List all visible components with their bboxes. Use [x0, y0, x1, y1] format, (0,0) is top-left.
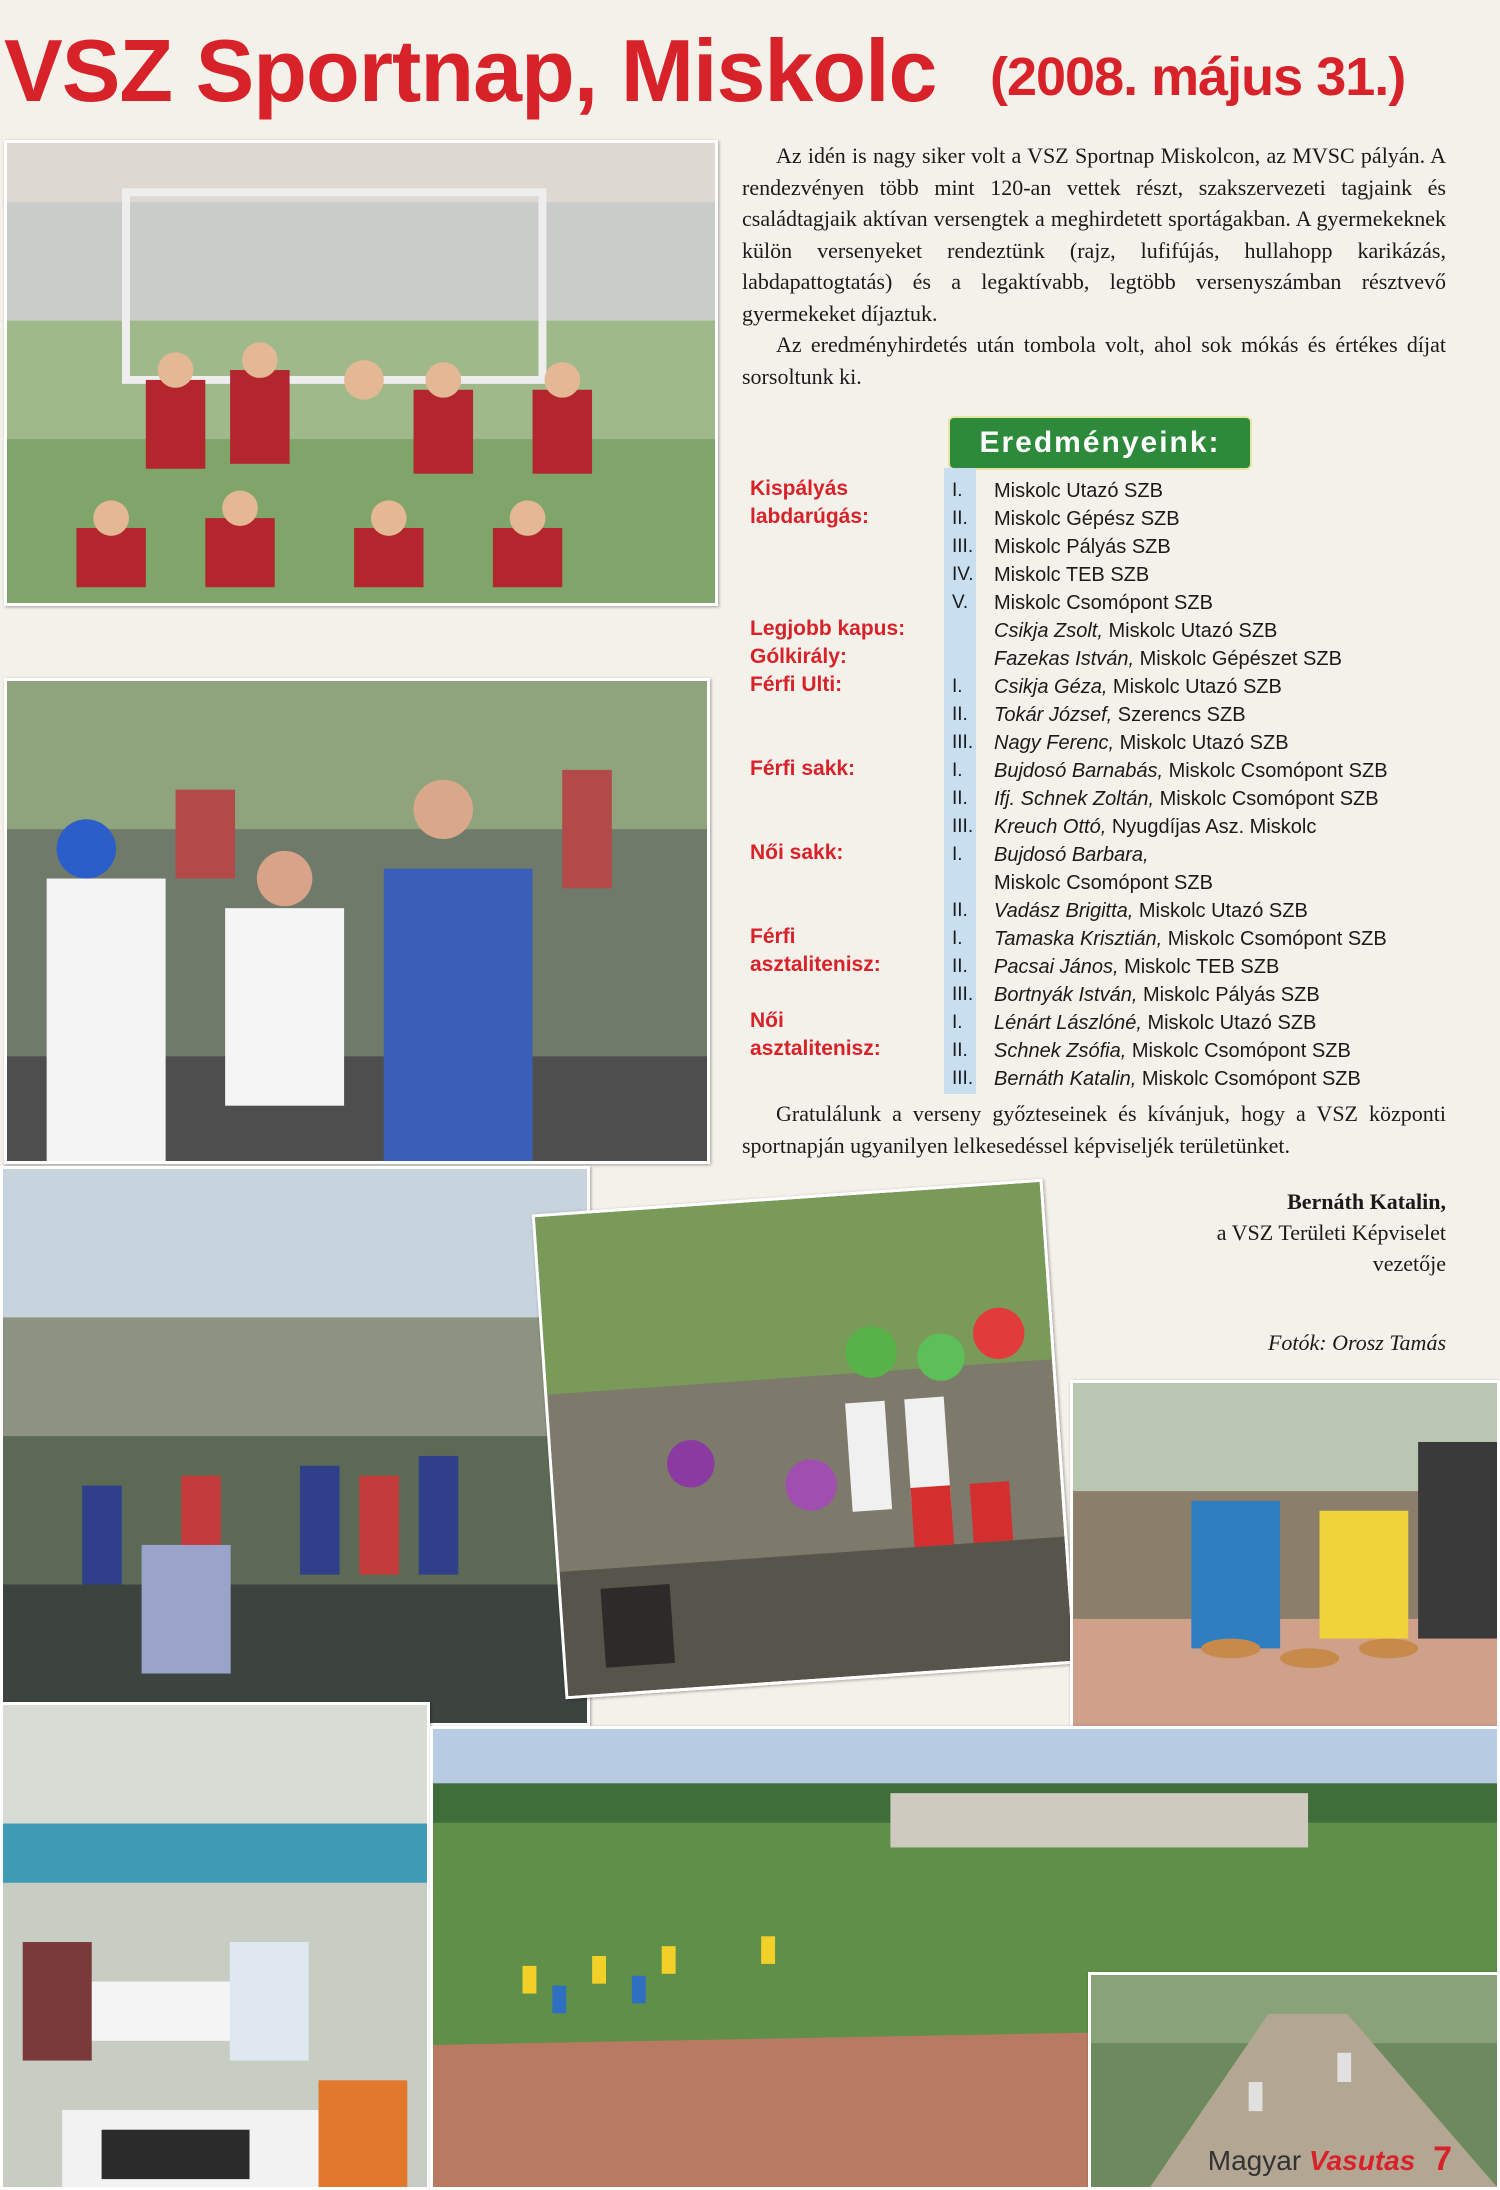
result-row: [740, 534, 1460, 562]
photo-food-table: [1070, 1380, 1500, 1732]
result-entry: [994, 816, 1316, 839]
result-row: [740, 590, 1460, 618]
result-entry: [994, 564, 1149, 587]
result-entry: [994, 984, 1320, 1007]
result-category: Férfi: [750, 925, 796, 948]
result-org: Miskolc Gépészet SZB: [1134, 648, 1342, 670]
result-rank: III.: [952, 816, 974, 837]
result-row: [740, 506, 1460, 534]
result-rank: II.: [952, 900, 968, 921]
result-entry: [994, 788, 1379, 811]
result-rank: III.: [952, 536, 974, 557]
result-person: Bujdosó Barbara,: [994, 844, 1149, 866]
result-category: Kispályás: [750, 477, 849, 500]
result-org: Miskolc Utazó SZB: [1102, 620, 1278, 642]
result-entry: [994, 480, 1163, 503]
result-rank: I.: [952, 676, 963, 697]
result-rank: II.: [952, 1040, 968, 1061]
result-row: [740, 1038, 1460, 1066]
result-rank: II.: [952, 508, 968, 529]
page-title: [0, 20, 1500, 130]
result-person: Lénárt Lászlóné,: [994, 1012, 1142, 1034]
photo-credit: Fotók: Orosz Tamás: [1267, 1330, 1446, 1355]
result-row: [740, 1010, 1460, 1038]
magazine-name: Magyar: [1207, 2145, 1302, 2176]
result-rank: I.: [952, 1012, 963, 1033]
result-category: Gólkirály:: [750, 645, 847, 668]
result-category: labdarúgás:: [750, 505, 870, 528]
result-person: Tamaska Krisztián,: [994, 928, 1163, 950]
result-org: Nyugdíjas Asz. Miskolc: [1106, 816, 1317, 838]
signature-name: Bernáth Katalin,: [1287, 1189, 1446, 1214]
result-rank: IV.: [952, 564, 974, 585]
page-footer: [1208, 2140, 1452, 2179]
result-org: Miskolc Pályás SZB: [1137, 984, 1320, 1006]
photo-crowd: [0, 1166, 590, 1726]
result-person: Vadász Brigitta,: [994, 900, 1134, 922]
result-org: Miskolc Csomópont SZB: [1136, 1068, 1361, 1090]
result-row: [740, 954, 1460, 982]
result-org: Miskolc Csomópont SZB: [994, 592, 1213, 614]
result-entry: [994, 620, 1277, 643]
result-row: [740, 478, 1460, 506]
result-org: Miskolc Csomópont SZB: [1162, 928, 1387, 950]
result-row: [740, 730, 1460, 758]
result-entry: [994, 760, 1388, 783]
result-entry: [994, 508, 1180, 531]
result-row: [740, 646, 1460, 674]
result-entry: [994, 872, 1213, 895]
result-person: Ifj. Schnek Zoltán,: [994, 788, 1155, 810]
result-row: [740, 618, 1460, 646]
result-org: Miskolc Utazó SZB: [1114, 732, 1289, 754]
result-row: [740, 674, 1460, 702]
result-person: Schnek Zsófia,: [994, 1040, 1127, 1062]
result-person: Fazekas István,: [994, 648, 1135, 670]
result-category: asztalitenisz:: [750, 953, 881, 976]
headline: VSZ Sportnap, Miskolc: [4, 21, 937, 120]
result-rank: III.: [952, 984, 974, 1005]
result-entry: [994, 592, 1213, 615]
photo-balloon-contest: [532, 1179, 1077, 1700]
photo-football-team: [4, 140, 718, 606]
result-rank: III.: [952, 1068, 974, 1089]
result-row: [740, 786, 1460, 814]
result-row: [740, 926, 1460, 954]
result-rank: II.: [952, 704, 968, 725]
photo-chess: [0, 1702, 430, 2190]
result-org: Miskolc Csomópont SZB: [1163, 760, 1388, 782]
result-row: [740, 702, 1460, 730]
page-number: 7: [1433, 2140, 1452, 2178]
result-person: Csikja Zsolt,: [994, 620, 1103, 642]
result-org: Miskolc Csomópont SZB: [1154, 788, 1379, 810]
result-org: Miskolc Csomópont SZB: [1126, 1040, 1351, 1062]
signature: [1217, 1186, 1446, 1279]
result-entry: [994, 900, 1308, 923]
result-org: Szerencs SZB: [1112, 704, 1246, 726]
result-person: Tokár József,: [994, 704, 1113, 726]
result-rank: II.: [952, 956, 968, 977]
signature-role: a VSZ Területi Képviselet: [1216, 1220, 1446, 1245]
result-row: [740, 814, 1460, 842]
photo-prize-giving: [4, 678, 710, 1164]
intro-paragraph: Az idén is nagy siker volt a VSZ Sportnap Miskolcon, az MVSC pályán. A rendezvényen több mint 120-an vettek részt, szakszervezeti tagjaink és családtagjaik aktívan versengtek a meghirdetett sportágakban. A gyermekeknek külön versenyeket rendeztünk (rajz, lufifújás, hullahopp karikázás, labdapattogtatás) és a legaktívabb, legtöbb versenyszámban résztvevő gyermekeket díjaztuk.: [742, 143, 1446, 326]
result-category: Férfi sakk:: [750, 757, 856, 780]
result-entry: [994, 844, 1149, 867]
result-row: [740, 562, 1460, 590]
result-person: Nagy Ferenc,: [994, 732, 1115, 754]
result-entry: [994, 648, 1342, 671]
result-rank: I.: [952, 480, 963, 501]
result-rank: I.: [952, 928, 963, 949]
result-row: [740, 870, 1460, 898]
result-person: Pacsai János,: [994, 956, 1119, 978]
result-rank: V.: [952, 592, 969, 613]
signature-role-2: vezetője: [1372, 1251, 1446, 1276]
result-entry: [994, 732, 1289, 755]
result-category: Női: [750, 1009, 784, 1032]
result-entry: [994, 1012, 1316, 1035]
result-entry: [994, 536, 1171, 559]
result-entry: [994, 1040, 1351, 1063]
result-org: Miskolc Utazó SZB: [1141, 1012, 1317, 1034]
results-heading: Eredményeink:: [948, 416, 1252, 470]
intro-paragraph: Az eredményhirdetés után tombola volt, ahol sok mókás és értékes díjat sorsoltunk ki.: [742, 332, 1446, 389]
result-rank: I.: [952, 844, 963, 865]
result-rank: I.: [952, 760, 963, 781]
results-list: [740, 478, 1460, 1094]
intro-text: [742, 140, 1446, 392]
result-person: Csikja Géza,: [994, 676, 1108, 698]
result-entry: [994, 956, 1279, 979]
result-person: Bujdosó Barnabás,: [994, 760, 1164, 782]
result-person: Kreuch Ottó,: [994, 816, 1107, 838]
magazine-name-2: Vasutas: [1308, 2145, 1416, 2176]
result-person: Bortnyák István,: [994, 984, 1138, 1006]
result-org: Miskolc Pályás SZB: [994, 536, 1171, 558]
result-org: Miskolc Utazó SZB: [1107, 676, 1282, 698]
closing-paragraph: Gratulálunk a verseny győzteseinek és kívánjuk, hogy a VSZ központi sportnapján ugyanilyen lelkesedéssel képviseljék területünket.: [742, 1101, 1446, 1158]
result-person: Bernáth Katalin,: [994, 1068, 1137, 1090]
result-entry: [994, 676, 1282, 699]
result-category: Női sakk:: [750, 841, 844, 864]
result-row: [740, 758, 1460, 786]
result-org: Miskolc Csomópont SZB: [994, 872, 1213, 894]
result-category: Legjobb kapus:: [750, 617, 906, 640]
result-row: [740, 982, 1460, 1010]
closing-text: [742, 1098, 1446, 1161]
result-rank: III.: [952, 732, 974, 753]
result-org: Miskolc TEB SZB: [994, 564, 1150, 586]
result-org: Miskolc TEB SZB: [1118, 956, 1280, 978]
result-category: asztalitenisz:: [750, 1037, 881, 1060]
result-org: Miskolc Utazó SZB: [994, 480, 1163, 502]
result-entry: [994, 704, 1246, 727]
result-rank: II.: [952, 788, 968, 809]
result-row: [740, 1066, 1460, 1094]
result-category: Férfi Ulti:: [750, 673, 843, 696]
headline-date: (2008. május 31.): [990, 47, 1406, 107]
result-entry: [994, 928, 1387, 951]
result-org: Miskolc Utazó SZB: [1133, 900, 1308, 922]
result-entry: [994, 1068, 1361, 1091]
result-row: [740, 898, 1460, 926]
result-row: [740, 842, 1460, 870]
result-org: Miskolc Gépész SZB: [994, 508, 1180, 530]
